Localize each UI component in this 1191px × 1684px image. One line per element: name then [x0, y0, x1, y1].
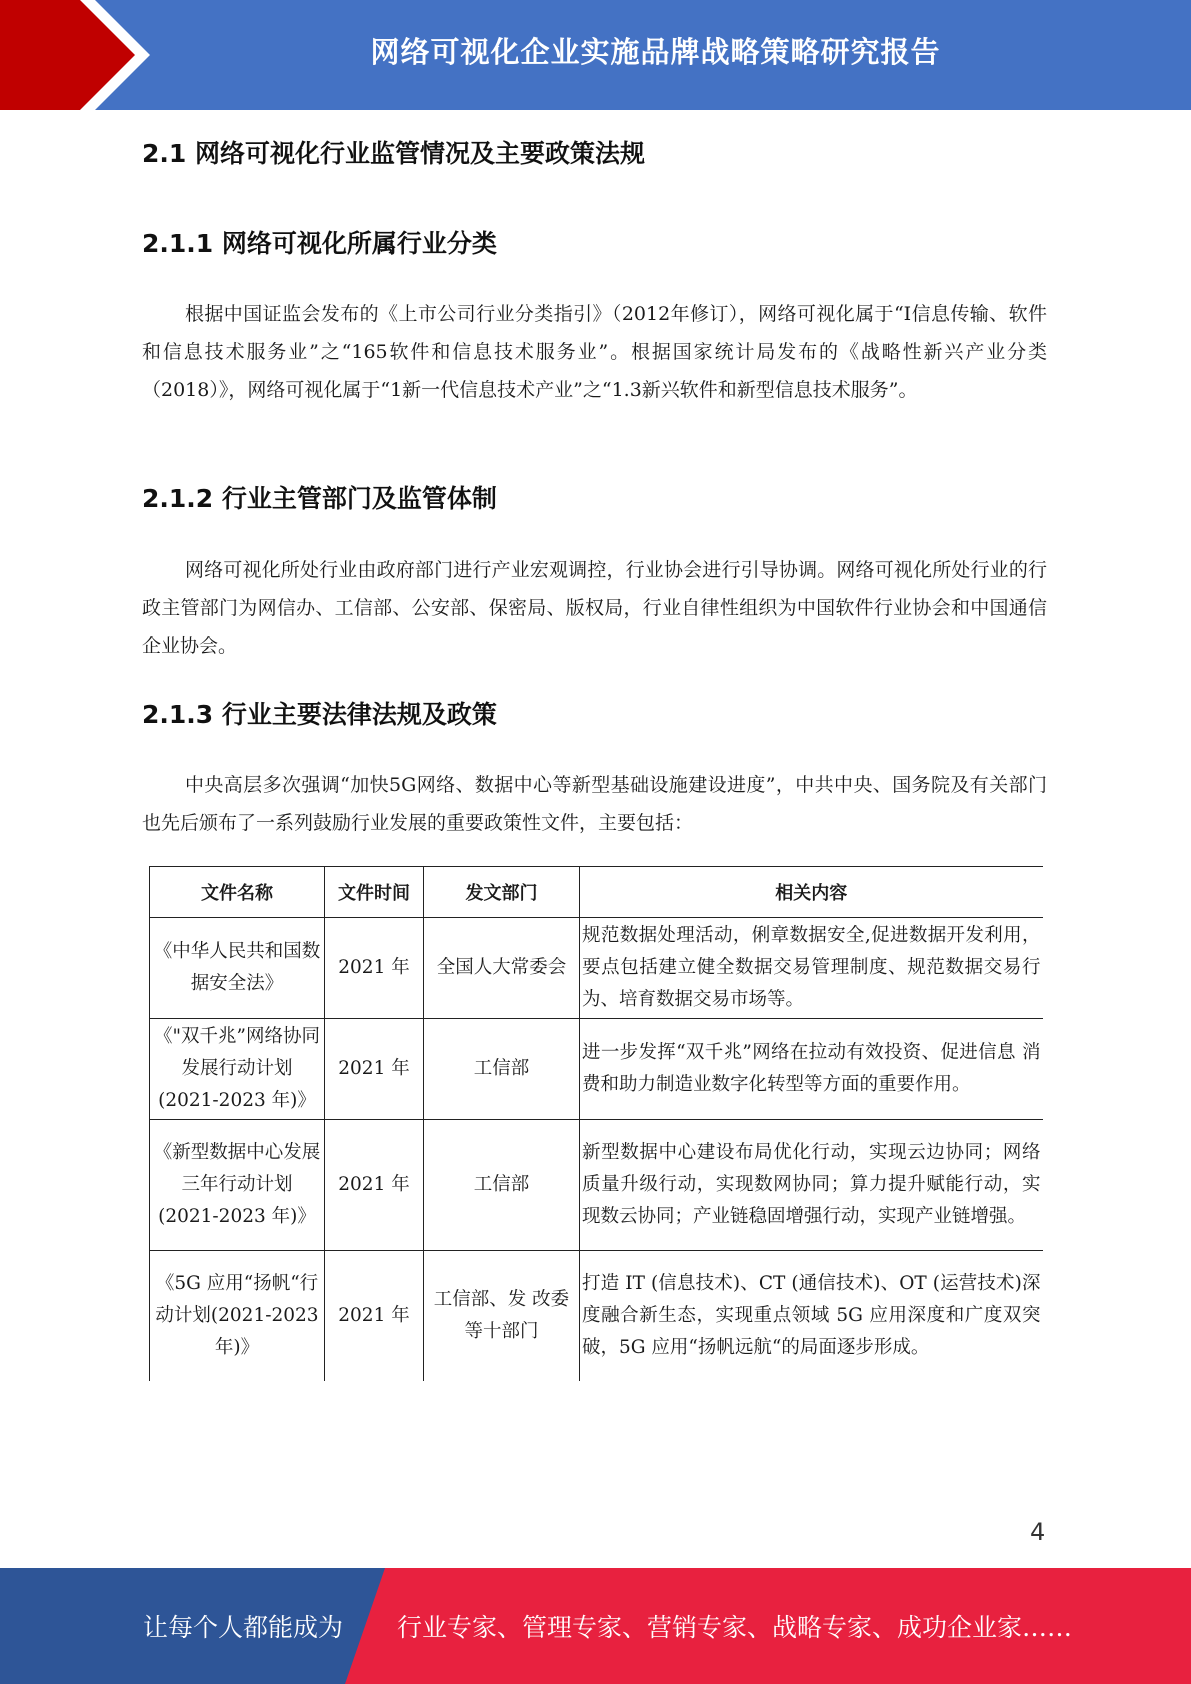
policy-table [149, 866, 1043, 1381]
column-header-name: 文件名称 [150, 867, 325, 918]
page-footer [0, 1568, 1191, 1684]
cell-document-dept: 全国人大常委会 [424, 918, 580, 1019]
section-heading-2-1: 2.1 网络可视化行业监管情况及主要政策法规 [142, 139, 645, 168]
cell-document-name: 《新型数据中心发展三年行动计划(2021-2023 年)》 [150, 1120, 325, 1251]
table-header-row [150, 867, 1043, 918]
table-row [150, 1019, 1043, 1120]
page-number: 4 [1030, 1518, 1046, 1546]
table-row [150, 1251, 1043, 1381]
table-row [150, 1120, 1043, 1251]
cell-document-name: 《5G 应用“扬帆“行动计划(2021-2023 年)》 [150, 1251, 325, 1381]
cell-document-dept: 工信部 [424, 1120, 580, 1251]
cell-document-time: 2021 年 [325, 1251, 424, 1381]
cell-document-time: 2021 年 [325, 1019, 424, 1120]
cell-document-name: 《"双千兆”网络协同发展行动计划(2021-2023 年)》 [150, 1019, 325, 1120]
paragraph-policies: 中央高层多次强调“加快5G网络、数据中心等新型基础设施建设进度”，中共中央、国务院及有关部门也先后颁布了一系列鼓励行业发展的重要政策性文件，主要包括： [142, 774, 1047, 834]
footer-slogan-right: 行业专家、管理专家、营销专家、战略专家、成功企业家…… [397, 1613, 1073, 1642]
report-title: 网络可视化企业实施品牌战略策略研究报告 [370, 34, 941, 69]
column-header-time: 文件时间 [325, 867, 424, 918]
section-heading-2-1-1: 2.1.1 网络可视化所属行业分类 [142, 229, 497, 258]
cell-document-content: 打造 IT (信息技术)、CT (通信技术)、OT (运营技术)深度融合新生态，实现重点领域 5G 应用深度和广度双突破，5G 应用“扬帆远航“的局面逐步形成。 [580, 1251, 1043, 1381]
table-row [150, 918, 1043, 1019]
cell-document-time: 2021 年 [325, 918, 424, 1019]
cell-document-content: 规范数据处理活动，俐章数据安全,促进数据开发利用， 要点包括建立健全数据交易管理制度、规范数据交易行 为、培育数据交易市场等。 [580, 918, 1043, 1019]
cell-document-content: 新型数据中心建设布局优化行动，实现云边协同；网络 质量升级行动，实现数网协同；算力提升赋能行动，实 现数云协同；产业链稳固增强行动，实现产业链增强。 [580, 1120, 1043, 1251]
footer-slogan-left: 让每个人都能成为 [143, 1613, 344, 1642]
header-chevron-icon [0, 0, 160, 110]
column-header-dept: 发文部门 [424, 867, 580, 918]
cell-document-dept: 工信部、发 改委等十部门 [424, 1251, 580, 1381]
section-heading-2-1-2: 2.1.2 行业主管部门及监管体制 [142, 484, 497, 513]
paragraph-regulatory-system: 网络可视化所处行业由政府部门进行产业宏观调控，行业协会进行引导协调。网络可视化所处行业的行政主管部门为网信办、工信部、公安部、保密局、版权局，行业自律性组织为中国软件行业协会和中国通信企业协会。 [142, 559, 1047, 657]
cell-document-time: 2021 年 [325, 1120, 424, 1251]
section-heading-2-1-3: 2.1.3 行业主要法律法规及政策 [142, 700, 497, 729]
paragraph-industry-classification: 根据中国证监会发布的《上市公司行业分类指引》（2012年修订），网络可视化属于“I信息传输、软件和信息技术服务业”之“165软件和信息技术服务业”。根据国家统计局发布的《战略性新兴产业分类（2018）》，网络可视化属于“1新一代信息技术产业”之“1.3新兴软件和新型信息技术服务”。 [142, 303, 1047, 401]
cell-document-content: 进一步发挥“双千兆”网络在拉动有效投资、促进信息 消费和助力制造业数字化转型等方面的重要作用。 [580, 1019, 1043, 1120]
cell-document-name: 《中华人民共和国数 据安全法》 [150, 918, 325, 1019]
cell-document-dept: 工信部 [424, 1019, 580, 1120]
column-header-content: 相关内容 [580, 867, 1043, 918]
page-header [0, 0, 1191, 110]
